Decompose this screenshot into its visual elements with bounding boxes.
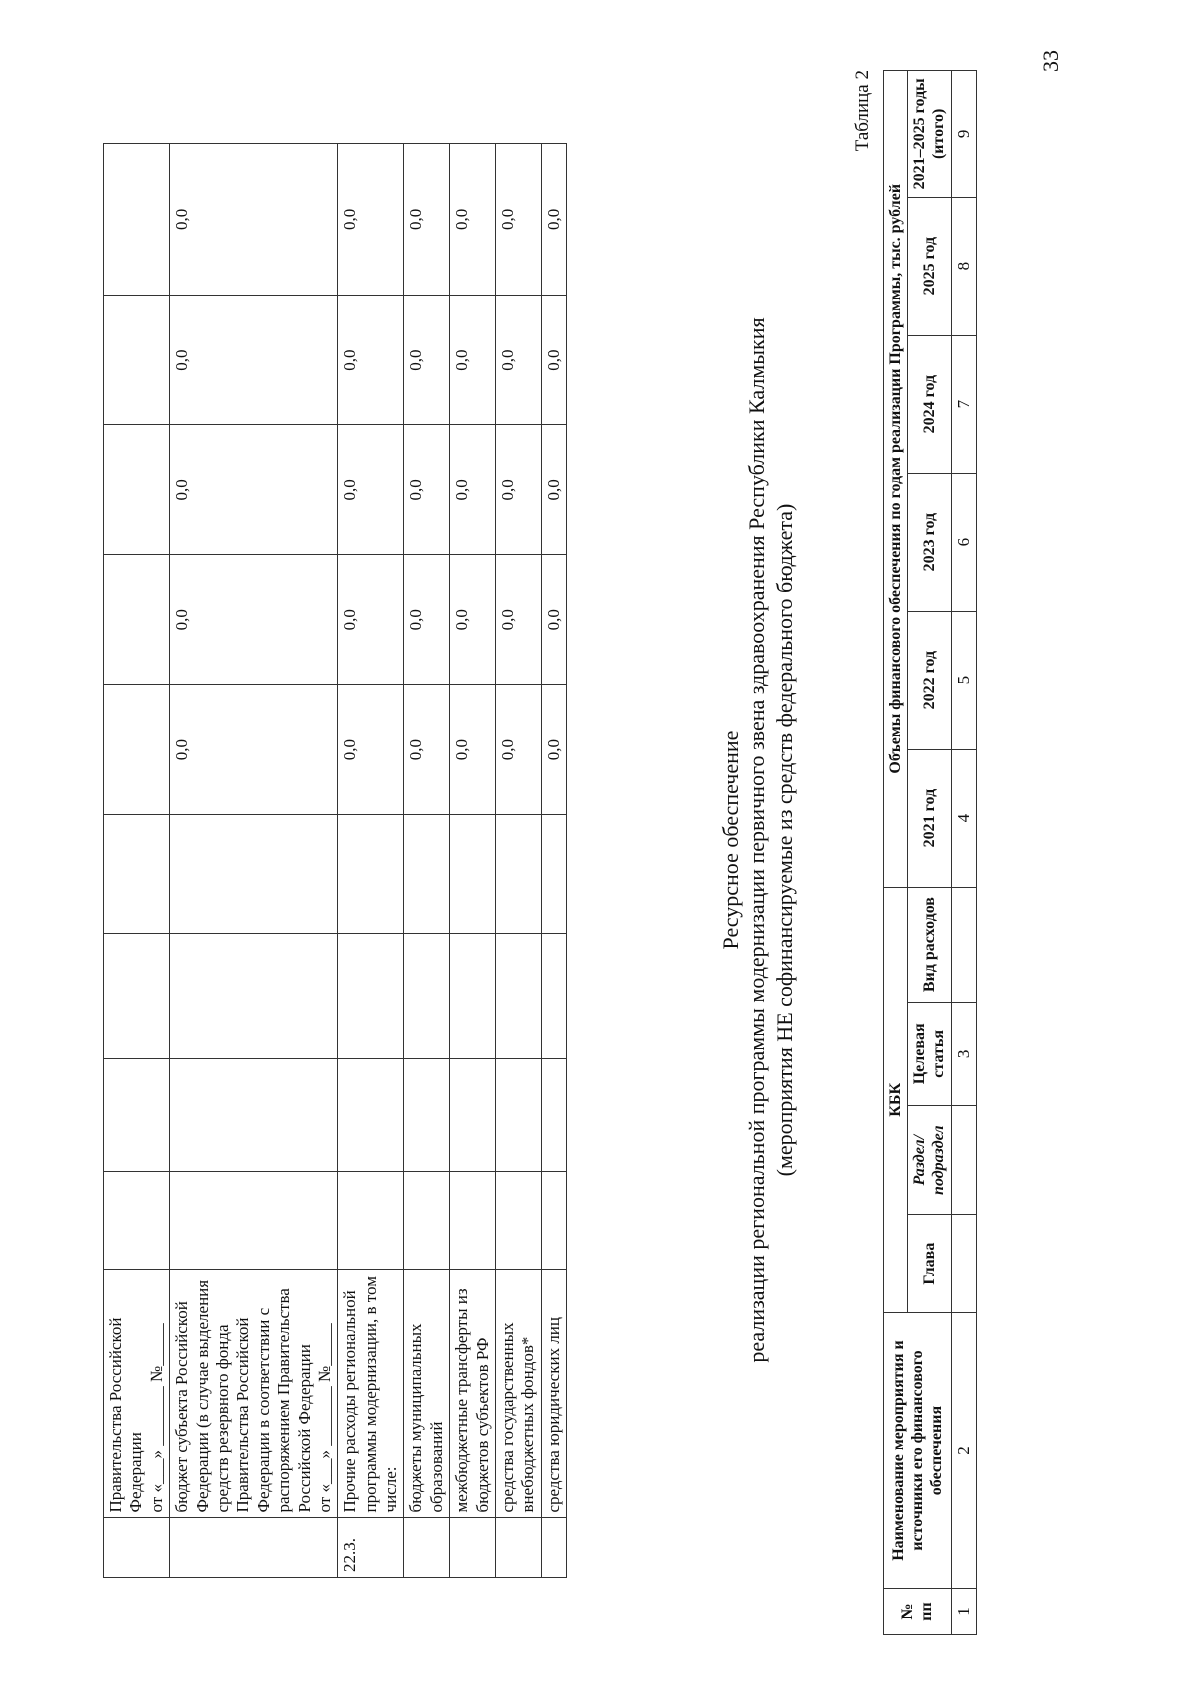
value-cell: 0,0 [170, 144, 338, 296]
value-cell [404, 1172, 450, 1269]
column-number: 8 [951, 197, 976, 335]
continuation-table [103, 143, 567, 1578]
value-cell: 0,0 [338, 555, 404, 685]
value-cell [541, 1172, 566, 1269]
value-cell [104, 1058, 170, 1172]
resource-table [883, 70, 977, 1635]
value-cell: 0,0 [541, 295, 566, 425]
value-cell: 0,0 [338, 295, 404, 425]
value-cell [338, 1058, 404, 1172]
table-row [496, 144, 542, 1578]
subheader-cell: Вид расходов [908, 887, 951, 1002]
value-cell: 0,0 [496, 685, 542, 815]
row-number [404, 1518, 450, 1578]
row-label: средства государственных внебюджетных фондов* [496, 1269, 542, 1518]
value-cell: 0,0 [404, 144, 450, 296]
value-cell [104, 1172, 170, 1269]
value-cell: 0,0 [450, 144, 496, 296]
section-title: Ресурсное обеспечение [718, 730, 743, 950]
header-volumes: Объемы финансового обеспечения по годам реализации Программы, тыс. рублей [884, 71, 908, 888]
subheader-cell: 2025 год [908, 197, 951, 335]
section-subtitle: реализации региональной программы модернизации первичного звена здравоохранения Республики Калмыкия [744, 317, 769, 1363]
value-cell [496, 934, 542, 1058]
row-number: 22.3. [338, 1518, 404, 1578]
value-cell [541, 815, 566, 934]
value-cell: 0,0 [450, 555, 496, 685]
value-cell [104, 685, 170, 815]
value-cell [450, 1172, 496, 1269]
value-cell [170, 815, 338, 934]
row-number [104, 1518, 170, 1578]
row-label: Прочие расходы региональной программы модернизации, в том числе: [338, 1269, 404, 1518]
value-cell [450, 934, 496, 1058]
value-cell [104, 425, 170, 555]
value-cell [338, 1172, 404, 1269]
row-number [450, 1518, 496, 1578]
value-cell: 0,0 [450, 425, 496, 555]
value-cell [170, 934, 338, 1058]
section-note: (мероприятия НЕ софинансируемые из средств федерального бюджета) [772, 503, 797, 1177]
value-cell: 0,0 [338, 425, 404, 555]
value-cell: 0,0 [541, 425, 566, 555]
value-cell [404, 815, 450, 934]
value-cell [404, 1058, 450, 1172]
value-cell [338, 815, 404, 934]
value-cell: 0,0 [541, 555, 566, 685]
column-number: 7 [951, 335, 976, 473]
column-number: 6 [951, 473, 976, 611]
value-cell: 0,0 [496, 144, 542, 296]
value-cell: 0,0 [496, 295, 542, 425]
column-number: 3 [951, 1002, 976, 1105]
value-cell: 0,0 [404, 685, 450, 815]
value-cell: 0,0 [541, 685, 566, 815]
subheader-cell: Целевая статья [908, 1002, 951, 1105]
page-number: 33 [1038, 50, 1063, 72]
subheader-cell: Глава [908, 1215, 951, 1313]
subheader-cell: 2021 год [908, 749, 951, 887]
row-label: межбюджетные трансферты из бюджетов субъектов РФ [450, 1269, 496, 1518]
row-label: бюджеты муниципальных образований [404, 1269, 450, 1518]
value-cell: 0,0 [170, 685, 338, 815]
value-cell [104, 295, 170, 425]
table-row [450, 144, 496, 1578]
value-cell [104, 934, 170, 1058]
value-cell: 0,0 [170, 425, 338, 555]
table-row [404, 144, 450, 1578]
value-cell: 0,0 [450, 685, 496, 815]
column-number [951, 887, 976, 1002]
row-label: средства юридических лиц [541, 1269, 566, 1518]
value-cell: 0,0 [170, 295, 338, 425]
column-number: 9 [951, 71, 976, 198]
subheader-cell: 2021–2025 годы (итого) [908, 71, 951, 198]
subheader-cell: 2024 год [908, 335, 951, 473]
row-number [541, 1518, 566, 1578]
value-cell [104, 815, 170, 934]
column-number [951, 1106, 976, 1215]
value-cell: 0,0 [404, 555, 450, 685]
value-cell: 0,0 [450, 295, 496, 425]
value-cell [496, 815, 542, 934]
subheader-cell: 2022 год [908, 611, 951, 749]
row-label: бюджет субъекта Российской Федерации (в случае выделения средств резервного фонда Правительства Российской Федерации в соответствии с распоряжением Правительства Российской Федерации от «___» _______ №_____ [170, 1269, 338, 1518]
value-cell [104, 555, 170, 685]
column-number: 4 [951, 749, 976, 887]
value-cell [541, 934, 566, 1058]
value-cell [404, 934, 450, 1058]
table-row [170, 144, 338, 1578]
value-cell [496, 1172, 542, 1269]
row-number [496, 1518, 542, 1578]
column-number [951, 1215, 976, 1313]
column-number: 1 [951, 1589, 976, 1635]
table-row [338, 144, 404, 1578]
value-cell [496, 1058, 542, 1172]
value-cell: 0,0 [170, 555, 338, 685]
table-row [541, 144, 566, 1578]
header-name: Наименование мероприятия и источники его финансового обеспечения [884, 1313, 952, 1589]
value-cell [170, 1172, 338, 1269]
table-row [104, 144, 170, 1578]
value-cell [450, 1058, 496, 1172]
value-cell: 0,0 [338, 144, 404, 296]
value-cell: 0,0 [541, 144, 566, 296]
header-num: № пп [884, 1589, 952, 1635]
column-number: 2 [951, 1313, 976, 1589]
row-number [170, 1518, 338, 1578]
value-cell [170, 1058, 338, 1172]
row-label: Правительства Российской Федерации от «___» _______ №_____ [104, 1269, 170, 1518]
column-number: 5 [951, 611, 976, 749]
value-cell [541, 1058, 566, 1172]
value-cell [450, 815, 496, 934]
subheader-cell: 2023 год [908, 473, 951, 611]
value-cell [338, 934, 404, 1058]
value-cell: 0,0 [496, 555, 542, 685]
header-kbk: КБК [884, 887, 908, 1312]
subheader-cell: Раздел/ подраздел [908, 1106, 951, 1215]
value-cell: 0,0 [404, 295, 450, 425]
value-cell: 0,0 [338, 685, 404, 815]
value-cell: 0,0 [496, 425, 542, 555]
value-cell: 0,0 [404, 425, 450, 555]
table-label: Таблица 2 [852, 70, 873, 152]
value-cell [104, 144, 170, 296]
